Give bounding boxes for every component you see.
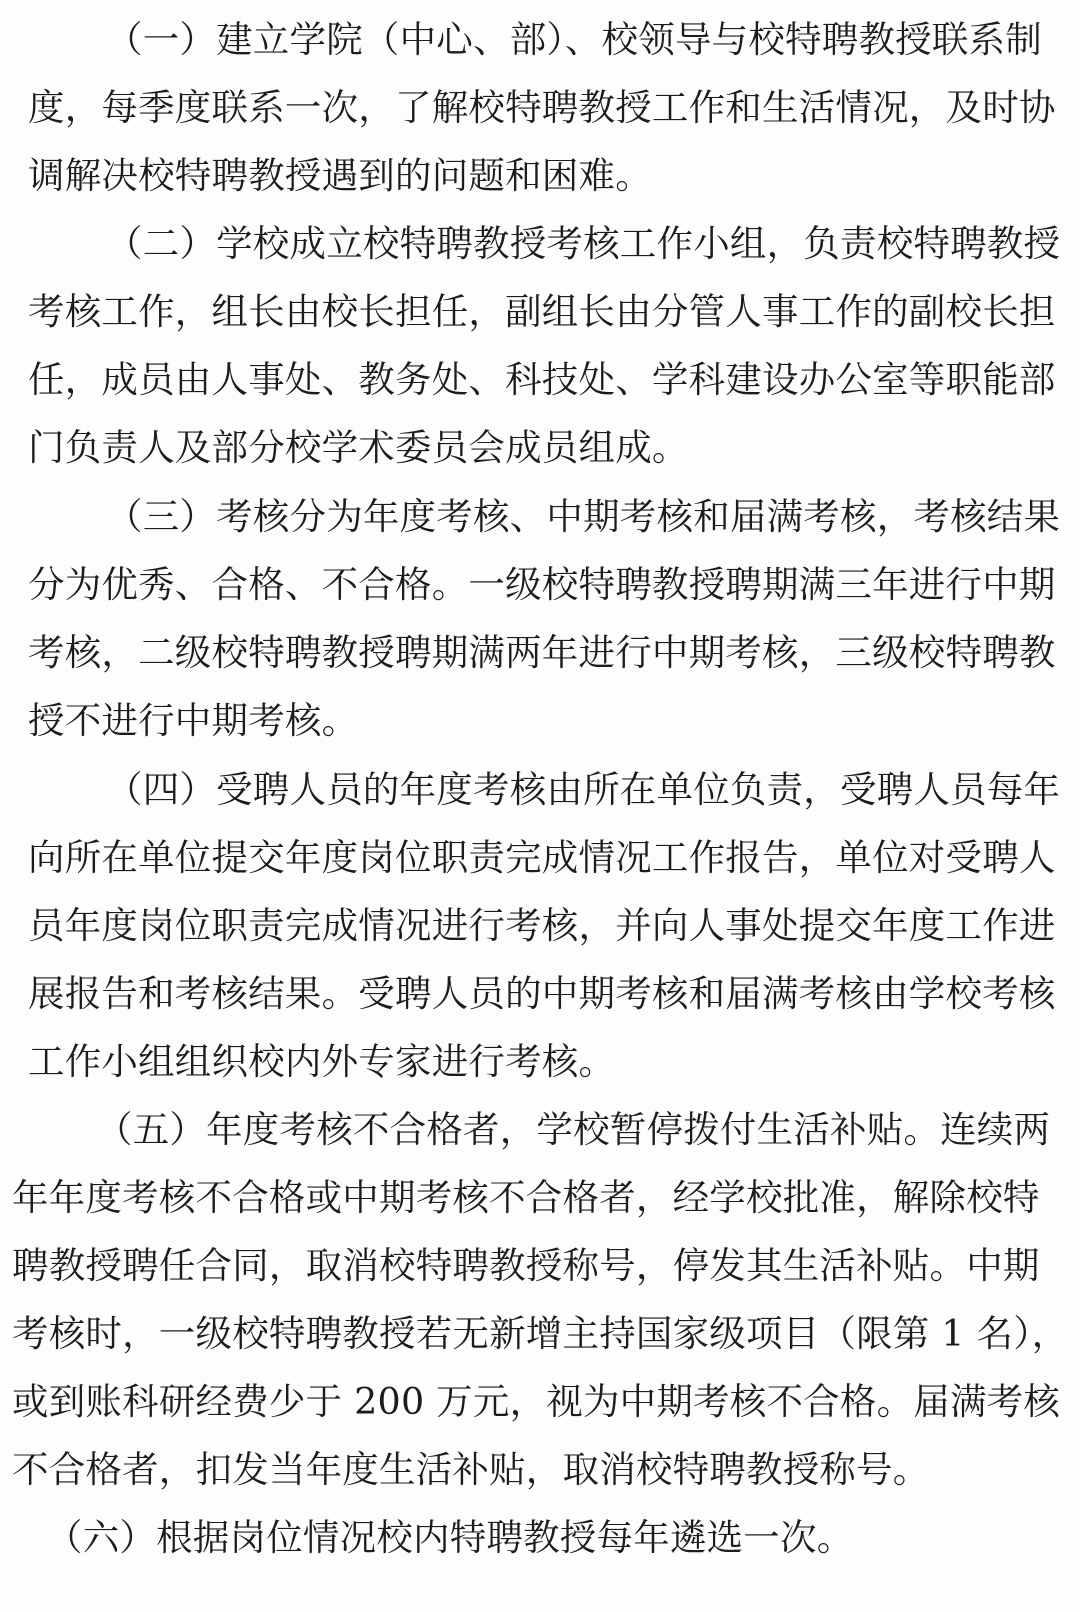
text-line: 授不进行中期考核。 bbox=[28, 699, 359, 742]
text-line: 聘教授聘任合同，取消校特聘教授称号，停发其生活补贴。中期 bbox=[12, 1244, 1040, 1287]
text-line: 不合格者，扣发当年度生活补贴，取消校特聘教授称号。 bbox=[12, 1448, 930, 1491]
text-line: 考核，二级校特聘教授聘期满两年进行中期考核，三级校特聘教 bbox=[28, 631, 1056, 674]
text-line: 或到账科研经费少于 200 万元，视为中期考核不合格。届满考核 bbox=[12, 1380, 1061, 1423]
text-line: 员年度岗位职责完成情况进行考核，并向人事处提交年度工作进 bbox=[28, 904, 1056, 947]
text-line: 展报告和考核结果。受聘人员的中期考核和届满考核由学校考核 bbox=[28, 972, 1056, 1015]
text-line: 任，成员由人事处、教务处、科技处、学科建设办公室等职能部 bbox=[28, 358, 1056, 401]
text-line: 年年度考核不合格或中期考核不合格者，经学校批准，解除校特 bbox=[12, 1176, 1040, 1219]
text-line: （四）受聘人员的年度考核由所在单位负责，受聘人员每年 bbox=[106, 768, 1061, 811]
text-line: 分为优秀、合格、不合格。一级校特聘教授聘期满三年进行中期 bbox=[28, 563, 1056, 606]
text-line: （五）年度考核不合格者，学校暂停拨付生活补贴。连续两 bbox=[96, 1108, 1051, 1151]
text-line: 考核工作，组长由校长担任，副组长由分管人事工作的副校长担 bbox=[28, 290, 1056, 333]
text-line: 度，每季度联系一次，了解校特聘教授工作和生活情况，及时协 bbox=[28, 86, 1056, 129]
text-line: （三）考核分为年度考核、中期考核和届满考核，考核结果 bbox=[106, 495, 1061, 538]
text-line: 工作小组组织校内外专家进行考核。 bbox=[28, 1040, 616, 1083]
text-line: （六）根据岗位情况校内特聘教授每年遴选一次。 bbox=[46, 1516, 854, 1559]
text-line: （二）学校成立校特聘教授考核工作小组，负责校特聘教授 bbox=[106, 222, 1061, 265]
text-line: 调解决校特聘教授遇到的问题和困难。 bbox=[28, 154, 652, 197]
text-line: 门负责人及部分校学术委员会成员组成。 bbox=[28, 426, 689, 469]
text-line: 向所在单位提交年度岗位职责完成情况工作报告，单位对受聘人 bbox=[28, 836, 1056, 879]
text-line: 考核时，一级校特聘教授若无新增主持国家级项目（限第 1 名）， bbox=[12, 1312, 1069, 1355]
text-line: （一）建立学院（中心、部）、校领导与校特聘教授联系制 bbox=[106, 18, 1042, 61]
